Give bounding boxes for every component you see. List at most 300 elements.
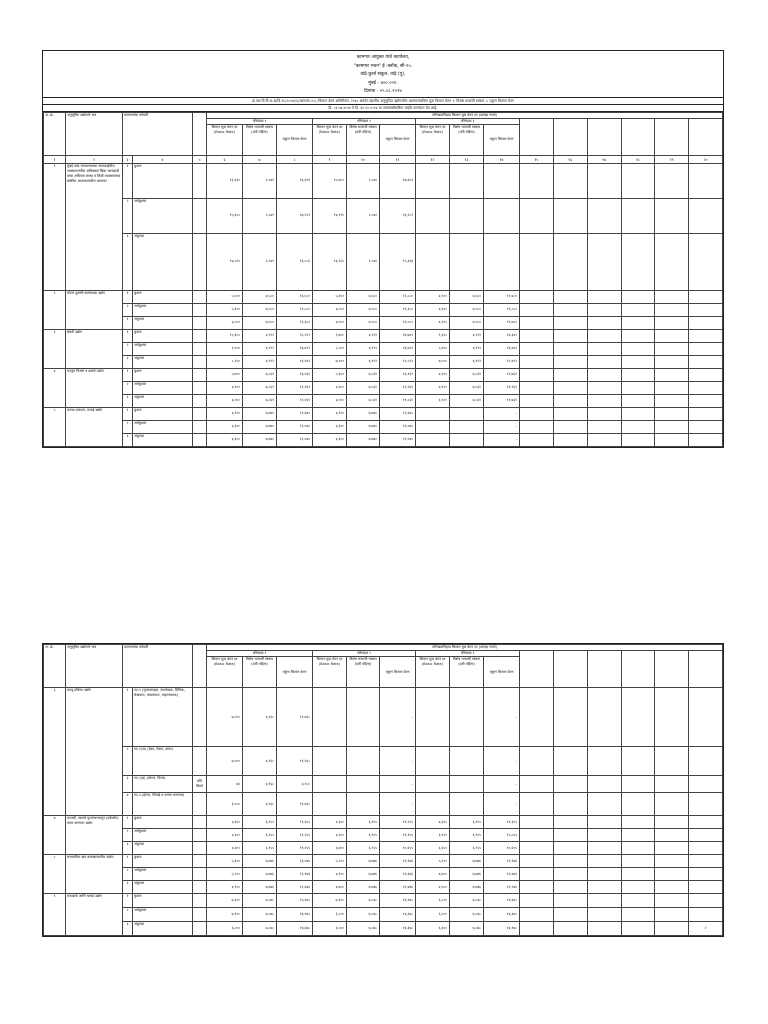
blank-cell (553, 163, 587, 198)
wage-value-cell: १२,८८० (277, 303, 313, 316)
blank-cell (689, 407, 723, 420)
wage-value-cell: १२,४८० (484, 290, 520, 303)
wage-value-cell (313, 793, 347, 816)
wage-value-cell: ९,७५० (313, 329, 347, 342)
wage-value-cell: १३,२४२ (277, 355, 313, 368)
blank-cell (689, 233, 723, 290)
column-number: ८ (277, 155, 313, 163)
wage-value-cell: १३,१६१ (380, 368, 416, 381)
blank-cell (520, 829, 554, 842)
note-cell (193, 420, 207, 433)
blank-cell (655, 163, 689, 198)
wage-value-cell: १४,६७८ (277, 922, 313, 936)
sr-no-cell: ३ (44, 329, 66, 368)
worker-type-cell: अर्धकुशल (133, 829, 193, 842)
blank-cell (520, 233, 554, 290)
blank-cell (655, 816, 689, 829)
wage-value-cell: १४,६७८ (484, 894, 520, 908)
table-row (44, 793, 723, 816)
worker-no-cell: २ (123, 342, 133, 355)
note-cell (193, 868, 207, 881)
wage-value-cell: १२,०८० (380, 316, 416, 329)
industry-name-cell: कागद उत्पादन, छपाई उद्योग (66, 407, 123, 446)
wage-value-cell: ४,९९२ (347, 342, 380, 355)
sr-no-header: अ. क्र. (44, 645, 66, 688)
wage-value-cell: ४,९०० (416, 290, 450, 303)
blank-cell (655, 368, 689, 381)
basic-rate-header: किमान मूळ वेतन दर (Basic Rate) (207, 124, 243, 155)
wage-value-cell: ११,८८० (484, 303, 520, 316)
worker-no-cell: २ (123, 747, 133, 776)
note-cell (193, 342, 207, 355)
basic-rate-header: किमान मूळ वेतन दर (Basic Rate) (313, 124, 347, 155)
total-wage-header: एकूण किमान वेतन (484, 124, 520, 155)
blank-header (587, 118, 621, 155)
blank-cell (587, 198, 621, 233)
wage-value-cell: ४,३०० (416, 303, 450, 316)
wage-value-cell: १२,८८० (380, 290, 416, 303)
blank-cell (553, 747, 587, 776)
wage-value-cell: ३,६५० (416, 842, 450, 855)
wage-value-cell: ४,५०० (313, 316, 347, 329)
document-page-2 (42, 643, 724, 937)
blank-cell (587, 688, 621, 747)
wage-value-cell: ७,८७८ (347, 894, 380, 908)
table-row (44, 776, 723, 793)
wage-value-cell: ६,९५५ (347, 816, 380, 829)
table-row (44, 842, 723, 855)
blank-cell (520, 855, 554, 868)
blank-cell (587, 355, 621, 368)
wage-value-cell: ३,९०० (416, 829, 450, 842)
sr-no-cell: ५ (44, 407, 66, 446)
sr-no-cell: २ (44, 290, 66, 329)
wage-value-cell: १६,६३० (207, 163, 243, 198)
column-number: २० (689, 155, 723, 163)
zone-3-header: परिमंडळ ३ (416, 118, 520, 124)
wage-value-cell: ७,८७८ (243, 908, 277, 922)
table-row (44, 420, 723, 433)
wage-value-cell: ७,५८० (243, 290, 277, 303)
wage-value-cell: २,८७१ (243, 198, 277, 233)
wage-value-cell (313, 688, 347, 747)
blank-header (689, 118, 723, 155)
note-cell (193, 233, 207, 290)
wage-value-cell: १२,९७६ (380, 855, 416, 868)
sr-no-header: अ. क्र. (44, 112, 66, 155)
blank-cell (587, 233, 621, 290)
wage-value-cell: ७,८६१ (243, 394, 277, 407)
wage-value-cell: १२,४७६ (380, 881, 416, 894)
worker-type-header: कामगारांचा वर्गवारी (123, 112, 193, 155)
table-row (44, 829, 723, 842)
wage-value-cell: ४,७०० (313, 881, 347, 894)
wage-value-cell: ७,७७० (243, 433, 277, 446)
worker-type-cell: अर्धकुशल (133, 381, 193, 394)
table-row (44, 407, 723, 420)
blank-cell (621, 303, 655, 316)
blank-cell (655, 290, 689, 303)
blank-cell (621, 420, 655, 433)
worker-type-cell: कुशल (133, 368, 193, 381)
wage-value-cell: ११,९६८ (277, 747, 313, 776)
wage-value-cell: ४,९०० (313, 868, 347, 881)
wage-value-cell: १४,९७८ (277, 908, 313, 922)
blank-cell (520, 163, 554, 198)
blank-cell (689, 355, 723, 368)
wage-value-cell: ६,५०० (416, 908, 450, 922)
reference-line: क्र.एस.वि.वि.भ.अ/वि.भ./२०२४(१)/कामगार-१०/ /किमान वेतन अधिनियम, १९४८ अंतर्गत खालील अनुसूचित उद्योगातील कामगारांकरिता मूळ किमान वेतन + विशेष भत्याची रक्कम = एकूण किमान वेतन (43, 98, 723, 105)
worker-type-cell: कुशल (133, 894, 193, 908)
blank-cell (621, 855, 655, 868)
office-line: वांद्रे-कुर्ला संकुल, वांद्रे (पु), (360, 72, 406, 78)
note-cell (193, 394, 207, 407)
note-cell (193, 316, 207, 329)
worker-type-cell: कुशल (133, 163, 193, 198)
blank-cell (553, 922, 587, 936)
note-cell: प्रति किलो (193, 776, 207, 793)
column-number: ३ (123, 155, 133, 163)
table-row (44, 868, 723, 881)
worker-no-cell: २ (123, 381, 133, 394)
worker-type-cell: गट-२(अ) (ग्रेडर, रोस्टर, डायर) (133, 747, 193, 776)
blank-cell (520, 420, 554, 433)
wage-value-cell: ५,३०० (207, 303, 243, 316)
column-number: ४ (133, 155, 193, 163)
wage-value-cell: ५,३०० (313, 290, 347, 303)
blank-cell (587, 829, 621, 842)
wage-value-cell: ६,५०० (207, 793, 243, 816)
wage-value-cell: ४,९९२ (243, 342, 277, 355)
wage-value-cell: - (484, 793, 520, 816)
blank-cell (621, 355, 655, 368)
blank-cell (655, 829, 689, 842)
wage-value-cell: १२,९७६ (484, 855, 520, 868)
worker-type-cell: अकुशल (133, 433, 193, 446)
wage-value-cell: ७,८६१ (347, 394, 380, 407)
page-number: २ (689, 922, 723, 936)
wage-value-cell: १६,६११ (277, 163, 313, 198)
total-wage-header: एकूण किमान वेतन (380, 124, 416, 155)
blank-cell (520, 290, 554, 303)
wage-value-cell: ७,५८० (450, 290, 484, 303)
wage-value-cell: १५,३५० (207, 198, 243, 233)
wage-value-cell: ४,९९२ (243, 355, 277, 368)
blank-cell (587, 816, 621, 829)
wage-value-cell: ३,७०० (313, 842, 347, 855)
wage-value-cell: १२,८९२ (380, 355, 416, 368)
blank-cell (553, 407, 587, 420)
note-cell (193, 908, 207, 922)
table-row (44, 688, 723, 747)
blank-header (520, 651, 554, 688)
zone-1-header: परिमंडळ १ (207, 118, 313, 124)
blank-cell (655, 407, 689, 420)
wage-value-cell: ४,९०० (416, 368, 450, 381)
wage-value-cell: - (380, 776, 416, 793)
wage-value-cell: १५,३३६ (380, 233, 416, 290)
wage-value-cell: - (380, 747, 416, 776)
note-cell (193, 368, 207, 381)
note-cell (193, 198, 207, 233)
wage-value-cell: १५,१७८ (277, 894, 313, 908)
note-cell (193, 355, 207, 368)
industry-name-header: अनुसूचित उद्योगाचे नाव (66, 645, 123, 688)
wage-value-cell (450, 233, 484, 290)
blank-cell (621, 329, 655, 342)
wage-value-cell (416, 747, 450, 776)
document-page-1 (42, 50, 724, 448)
wage-value-cell: ११,७८० (484, 316, 520, 329)
wage-value-cell (416, 776, 450, 793)
wage-value-cell: ४,९०० (207, 407, 243, 420)
blank-cell (689, 881, 723, 894)
blank-cell (520, 198, 554, 233)
zone-3-header: परिमंडळ ३ (416, 651, 520, 657)
wage-value-cell: १२,०७० (380, 433, 416, 446)
blank-cell (520, 842, 554, 855)
table-row (44, 163, 723, 198)
blank-cell (621, 908, 655, 922)
blank-cell (587, 868, 621, 881)
industry-name-cell: कापूस पिंजणे व दाबणे उद्योग (66, 368, 123, 407)
wage-value-cell: १४,११० (313, 198, 347, 233)
blank-cell (621, 381, 655, 394)
blank-cell (621, 776, 655, 793)
wage-value-cell (450, 776, 484, 793)
wage-value-cell: ६,९५५ (243, 842, 277, 855)
wage-value-cell: ७,१०० (313, 894, 347, 908)
column-number: ११ (380, 155, 416, 163)
blank-cell (689, 747, 723, 776)
wage-value-cell (347, 688, 380, 747)
wage-value-cell: - (484, 433, 520, 446)
blank-cell (587, 776, 621, 793)
wage-value-cell: १२,४९२ (484, 355, 520, 368)
industry-name-cell: कापडाचे आणि चामडे उद्योग (66, 894, 123, 936)
worker-type-cell: गट-१ (सुपरवायझर, टंकलेखक, लिपिक, रोखपाल, भांडारपाल, वाहनचालक) (133, 688, 193, 747)
wage-value-cell: १४,६७८ (380, 908, 416, 922)
note-cell (193, 816, 207, 829)
industry-name-cell: कापसी, रबराचे फुटवेअरपासून (वर्कशॉप) तयार करणारा उद्योग (66, 816, 123, 855)
sr-no-cell: १ (44, 163, 66, 290)
worker-no-cell: ३ (123, 842, 133, 855)
wage-value-cell: ७,५८० (347, 290, 380, 303)
wage-value-cell (450, 747, 484, 776)
worker-no-cell: २ (123, 303, 133, 316)
special-allowance-header: विशेष भत्याची रक्कम (प्रती महिना) (347, 124, 380, 155)
wage-value-cell: २,८७१ (243, 163, 277, 198)
blank-cell (655, 316, 689, 329)
zone-2-header: परिमंडळ २ (313, 118, 416, 124)
industry-name-cell: काजू प्रक्रिया उद्योग (66, 688, 123, 816)
wage-value-cell: १३,२६५ (313, 233, 347, 290)
wage-value-cell: ४,३०० (207, 842, 243, 855)
wage-value-cell: ६,८०० (416, 894, 450, 908)
worker-no-cell: ३ (123, 922, 133, 936)
worker-no-cell: ३ (123, 433, 133, 446)
blank-cell (520, 368, 554, 381)
wage-value-cell: ७,८७८ (347, 908, 380, 922)
worker-no-cell: ३ (123, 881, 133, 894)
note-cell (193, 290, 207, 303)
blank-cell (621, 747, 655, 776)
wage-value-cell: ७,७७६ (243, 868, 277, 881)
column-number: १८ (621, 155, 655, 163)
wage-value-cell: १०,६०५ (484, 842, 520, 855)
table-row (44, 816, 723, 829)
wage-value-cell: १४,३४२ (484, 329, 520, 342)
wage-value-cell (347, 793, 380, 816)
worker-type-cell: अकुशल (133, 233, 193, 290)
blank-cell (520, 894, 554, 908)
wage-value-cell: ५,३०० (207, 855, 243, 868)
wage-value-cell: ७,७७६ (347, 855, 380, 868)
blank-cell (689, 420, 723, 433)
wage-value-cell: १२,२६१ (380, 381, 416, 394)
wage-value-cell (450, 688, 484, 747)
wage-value-cell: ४,३५० (416, 816, 450, 829)
wage-value-cell: ९,५०० (207, 342, 243, 355)
blank-header (193, 645, 207, 688)
blank-header (587, 651, 621, 688)
worker-type-cell: अर्धकुशल (133, 868, 193, 881)
wage-value-cell: ११,२५५ (277, 829, 313, 842)
wage-value-cell: ४,९०० (313, 407, 347, 420)
wage-value-cell (416, 433, 450, 446)
blank-cell (655, 329, 689, 342)
wage-value-cell: ७,५८० (347, 316, 380, 329)
blank-cell (553, 198, 587, 233)
blank-cell (587, 894, 621, 908)
wage-value-cell: ४,३०० (207, 433, 243, 446)
wage-value-cell: ४,८०० (207, 316, 243, 329)
note-cell (193, 894, 207, 908)
wage-value-cell: - (484, 747, 520, 776)
wage-value-cell (416, 688, 450, 747)
wage-value-cell: १०,३०० (207, 329, 243, 342)
wage-value-cell (313, 776, 347, 793)
column-number: १ (44, 155, 66, 163)
table-row (44, 303, 723, 316)
blank-cell (520, 433, 554, 446)
blank-cell (655, 793, 689, 816)
blank-cell (520, 381, 554, 394)
industry-name-cell: मोटार दुरुस्ती कार्यशाळा उद्योग (66, 290, 123, 329)
wage-value-cell (484, 233, 520, 290)
table-row (44, 329, 723, 342)
column-number: ९ (313, 155, 347, 163)
wage-value-cell: ७,८७८ (450, 922, 484, 936)
special-allowance-header: विशेष भत्याची रक्कम (प्रती महिना) (243, 657, 277, 688)
blank-cell (655, 881, 689, 894)
blank-cell (689, 394, 723, 407)
wage-value-cell: ७,५८० (450, 316, 484, 329)
note-cell (193, 381, 207, 394)
blank-cell (621, 842, 655, 855)
table-row (44, 894, 723, 908)
wage-value-cell: ११,८६१ (380, 394, 416, 407)
wage-value-cell: १३,०८० (277, 290, 313, 303)
worker-type-cell: कुशल (133, 855, 193, 868)
table-row (44, 368, 723, 381)
blank-cell (587, 881, 621, 894)
wage-value-cell: १६,९८१ (380, 198, 416, 233)
blank-cell (587, 316, 621, 329)
blank-cell (689, 433, 723, 446)
note-cell (193, 793, 207, 816)
wage-value-cell: ८,८०० (313, 342, 347, 355)
blank-cell (689, 793, 723, 816)
wage-value-cell: ६,३०० (416, 922, 450, 936)
sr-no-cell: ४ (44, 368, 66, 407)
wage-value-cell (313, 747, 347, 776)
wage-value-cell: १२,४७६ (484, 868, 520, 881)
note-cell (193, 163, 207, 198)
blank-cell (520, 355, 554, 368)
note-cell (193, 407, 207, 420)
worker-no-cell: ४ (123, 793, 133, 816)
wage-value-cell (450, 407, 484, 420)
wage-value-cell: ८,२५० (207, 355, 243, 368)
worker-type-cell: गट-२(ब) (सोलर, पिलर) (133, 776, 193, 793)
industry-name-cell: मुंबई उच्च न्यायालयाच्या न्यायकक्षेतील आस्थापनांतील अधिवक्ता किंवा न्यायवादी यांचा अधिपत्य संस्था व किंवी व्यवसायांच्या संबंधित आस्थापनांतील कामगार (66, 163, 123, 290)
wage-value-cell: ४,९०० (207, 881, 243, 894)
column-number: १५ (520, 155, 554, 163)
blank-cell (621, 368, 655, 381)
wage-value-cell: ११,१५५ (380, 829, 416, 842)
wage-value-cell: ७,००० (207, 747, 243, 776)
table-row (44, 233, 723, 290)
blank-cell (689, 381, 723, 394)
blank-cell (655, 908, 689, 922)
blank-cell (621, 688, 655, 747)
blank-cell (621, 894, 655, 908)
blank-cell (689, 290, 723, 303)
table-row (44, 747, 723, 776)
blank-cell (621, 922, 655, 936)
wage-value-cell: ४,४०० (313, 381, 347, 394)
blank-header (655, 118, 689, 155)
note-cell (193, 329, 207, 342)
blank-cell (520, 793, 554, 816)
column-number: ६ (207, 155, 243, 163)
wage-value-cell: ४,१०० (416, 381, 450, 394)
special-allowance-header: विशेष भत्याची रक्कम (प्रती महिना) (347, 657, 380, 688)
table-row (44, 316, 723, 329)
wage-value-cell: ११,२५५ (277, 842, 313, 855)
blank-cell (655, 303, 689, 316)
worker-type-header: कामगारांचा वर्गवारी (123, 645, 193, 688)
worker-type-cell: अकुशल (133, 842, 193, 855)
wage-value-cell: - (484, 688, 520, 747)
column-number: १० (347, 155, 380, 163)
wage-value-cell: १४,४९२ (277, 342, 313, 355)
blank-cell (553, 355, 587, 368)
note-cell (193, 303, 207, 316)
blank-cell (553, 793, 587, 816)
wage-value-cell: ७,५८० (243, 316, 277, 329)
worker-no-cell: २ (123, 908, 133, 922)
worker-type-cell: अकुशल (133, 922, 193, 936)
wage-value-cell: ४,५०० (416, 881, 450, 894)
wage-value-cell: ७,८७८ (450, 894, 484, 908)
wage-value-cell: ११,९६१ (484, 381, 520, 394)
wage-value-cell: १४,७४२ (380, 329, 416, 342)
column-number: ५ (193, 155, 207, 163)
wage-value-cell: ४,९९२ (450, 342, 484, 355)
worker-type-cell: अर्धकुशल (133, 303, 193, 316)
